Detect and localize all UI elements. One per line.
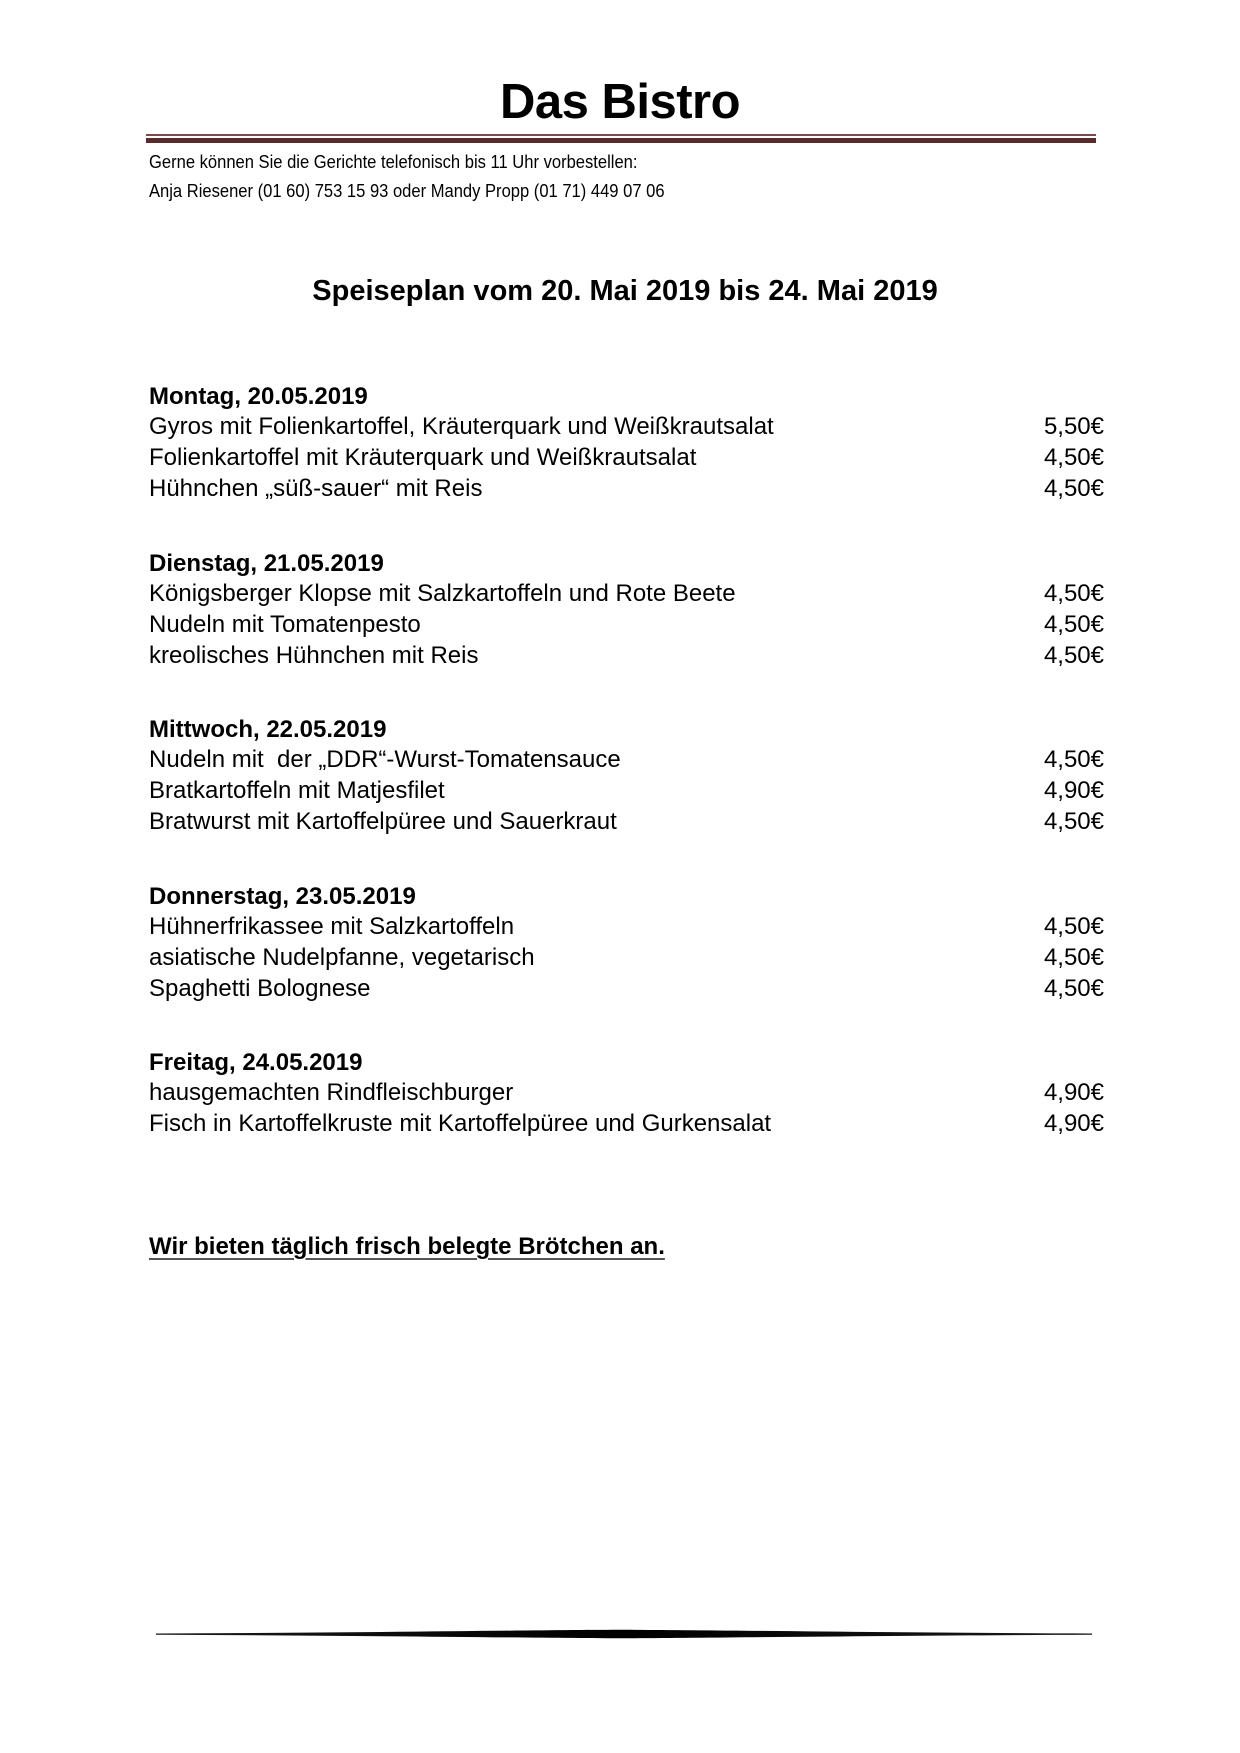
dish-name: Fisch in Kartoffelkruste mit Kartoffelpüree und Gurkensalat [149, 1110, 772, 1137]
dish-row [149, 806, 1104, 837]
page-title: Das Bistro [499, 75, 741, 129]
day-tuesday [149, 549, 1104, 671]
dish-price: 4,50€ [1043, 943, 1104, 971]
dish-price: 4,50€ [1043, 475, 1104, 502]
dish-price: 5,50€ [1043, 413, 1104, 440]
dish-row [149, 911, 1104, 942]
dish-price: 4,50€ [1043, 641, 1104, 669]
dish-row [149, 640, 1104, 671]
dish-price: 4,90€ [1043, 777, 1104, 804]
dish-price: 4,50€ [1043, 808, 1104, 835]
dish-price: 4,90€ [1043, 1079, 1104, 1106]
dish-name: Nudeln mit der „DDR“-Wurst-Tomatensauce [149, 746, 621, 773]
day-heading: Dienstag, 21.05.2019 [149, 549, 384, 577]
dish-price: 4,50€ [1043, 746, 1104, 773]
dish-name: Hühnchen „süß-sauer“ mit Reis [149, 475, 483, 502]
dish-name: Bratkartoffeln mit Matjesfilet [149, 777, 445, 804]
day-heading: Donnerstag, 23.05.2019 [149, 882, 416, 910]
dish-name: Spaghetti Bolognese [149, 974, 371, 1002]
dish-price: 4,50€ [1043, 610, 1104, 638]
day-heading: Freitag, 24.05.2019 [149, 1049, 363, 1076]
dish-row [149, 1077, 1104, 1108]
dish-row [149, 775, 1104, 806]
day-monday [149, 382, 1104, 504]
plan-title: Speiseplan vom 20. Mai 2019 bis 24. Mai 2019 [312, 275, 938, 307]
dish-row [149, 1108, 1104, 1139]
footer-swoosh-divider [156, 1627, 1092, 1641]
dish-price: 4,50€ [1043, 444, 1104, 471]
dish-price: 4,90€ [1043, 1110, 1104, 1137]
dish-name: Gyros mit Folienkartoffel, Kräuterquark und Weißkrautsalat [149, 413, 774, 440]
dish-name: Nudeln mit Tomatenpesto [149, 610, 421, 638]
header-divider-thick-line [146, 138, 1096, 143]
dish-price: 4,50€ [1043, 974, 1104, 1002]
dish-price: 4,50€ [1043, 912, 1104, 940]
preorder-note: Gerne können Sie die Gerichte telefonisch bis 11 Uhr vorbestellen: [149, 152, 638, 172]
dish-row [149, 411, 1104, 442]
dish-name: Hühnerfrikassee mit Salzkartoffeln [149, 912, 515, 940]
contact-info [149, 148, 665, 205]
dish-row [149, 473, 1104, 504]
contact-phones: Anja Riesener (01 60) 753 15 93 oder Mandy Propp (01 71) 449 07 06 [149, 180, 665, 201]
day-thursday [149, 882, 1104, 1004]
dish-price: 4,50€ [1043, 579, 1104, 607]
dish-name: Königsberger Klopse mit Salzkartoffeln und Rote Beete [149, 579, 736, 607]
day-friday [149, 1048, 1104, 1139]
header-divider [146, 133, 1096, 144]
day-wednesday [149, 715, 1104, 837]
dish-name: Folienkartoffel mit Kräuterquark und Weißkrautsalat [149, 444, 697, 471]
dish-name: Bratwurst mit Kartoffelpüree und Sauerkraut [149, 808, 617, 835]
dish-row [149, 973, 1104, 1004]
dish-row [149, 578, 1104, 609]
dish-name: hausgemachten Rindfleischburger [149, 1079, 514, 1106]
dish-row [149, 442, 1104, 473]
day-heading: Montag, 20.05.2019 [149, 383, 368, 410]
dish-name: asiatische Nudelpfanne, vegetarisch [149, 943, 535, 971]
bread-rolls-note: Wir bieten täglich frisch belegte Brötchen an. [149, 1233, 665, 1260]
header-divider-thin-line [146, 134, 1096, 136]
dish-row [149, 942, 1104, 973]
dish-row [149, 609, 1104, 640]
weekly-menu [149, 382, 1104, 1184]
dish-row [149, 744, 1104, 775]
dish-name: kreolisches Hühnchen mit Reis [149, 641, 479, 669]
day-heading: Mittwoch, 22.05.2019 [149, 716, 387, 743]
